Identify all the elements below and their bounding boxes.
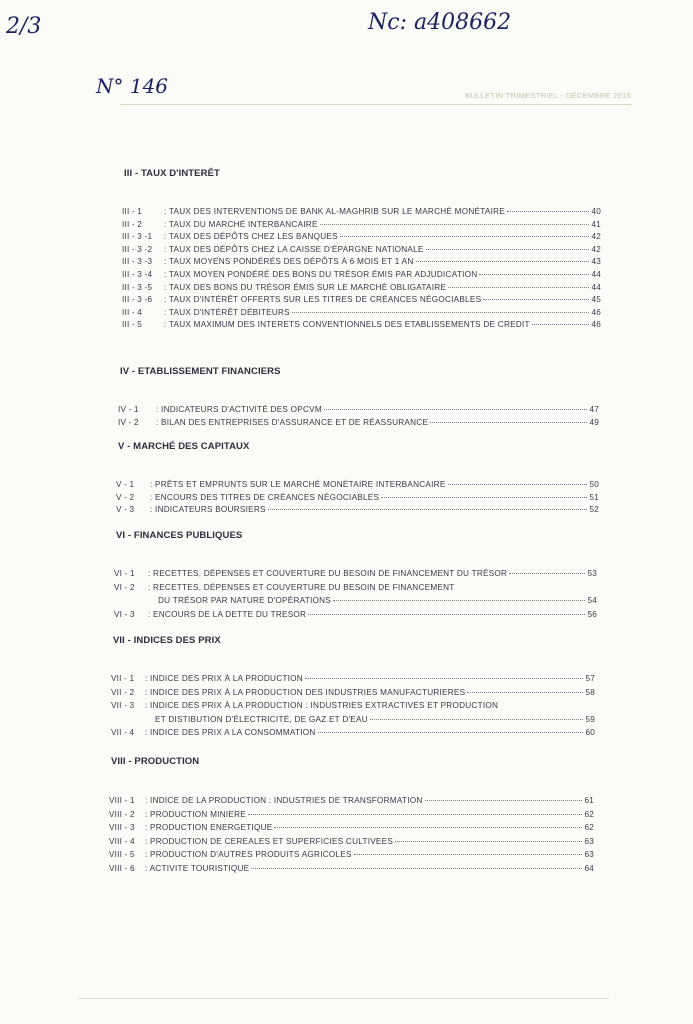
dot-leader: [324, 409, 588, 410]
entry-title: : RECETTES, DÉPENSES ET COUVERTURE DU BESOIN DE FINANCEMENT DU TRÉSOR: [148, 569, 508, 578]
entry-title: : PRODUCTION MINIERE: [145, 810, 246, 819]
dot-leader: [305, 678, 584, 679]
entry-code: III - 3 -2: [122, 245, 153, 254]
toc-entry: [109, 795, 594, 807]
toc-entry: [114, 568, 597, 580]
handwritten-document-number: N° 146: [96, 74, 169, 98]
entry-code: VII - 4: [111, 728, 135, 737]
entry-title: : BILAN DES ENTREPRISES D'ASSURANCE ET DE RÉASSURANCE: [156, 418, 429, 427]
entry-title: : INDICE DES PRIX À LA PRODUCTION: [145, 674, 303, 683]
toc-entry: [122, 294, 601, 306]
entry-title: ET DISTIBUTION D'ÉLECTRICITÉ, DE GAZ ET D'EAU: [155, 715, 368, 724]
entry-page-number: 46: [591, 320, 601, 329]
toc-entry: [122, 282, 601, 294]
entry-title: : INDICE DES PRIX A LA CONSOMMATION: [145, 728, 316, 737]
entry-title: : TAUX MAXIMUM DES INTERETS CONVENTIONNELS DES ETABLISSEMENTS DE CREDIT: [164, 320, 530, 329]
toc-entry: [111, 714, 595, 726]
entry-code: III - 3 -3: [122, 257, 153, 266]
entry-title: : TAUX D'INTÉRÊT OFFERTS SUR LES TITRES DE CRÉANCES NÉGOCIABLES: [164, 295, 482, 304]
dot-leader: [354, 854, 583, 855]
toc-entry: [109, 809, 594, 821]
entry-code: VIII - 3: [109, 823, 135, 832]
toc-entry: [111, 673, 595, 685]
dot-leader: [320, 224, 590, 225]
section-heading: VI - FINANCES PUBLIQUES: [116, 530, 243, 541]
entry-title: DU TRÉSOR PAR NATURE D'OPÉRATIONS: [158, 596, 331, 605]
toc-entry: [122, 269, 601, 281]
entry-page-number: 42: [591, 245, 601, 254]
entry-page-number: 59: [585, 715, 595, 724]
handwritten-page-marker: 2/3: [6, 14, 42, 39]
entry-title: : INDICE DES PRIX À LA PRODUCTION : INDUSTRIES EXTRACTIVES ET PRODUCTION: [145, 701, 499, 710]
section-heading: IV - ETABLISSEMENT FINANCIERS: [120, 366, 281, 377]
entry-title: : ACTIVITE TOURISTIQUE: [145, 864, 250, 873]
entry-code: III - 3 -4: [122, 270, 153, 279]
entry-code: VII - 2: [111, 688, 135, 697]
dot-leader: [274, 827, 582, 828]
entry-code: VI - 1: [114, 569, 135, 578]
entry-page-number: 58: [585, 688, 595, 697]
entry-page-number: 64: [584, 864, 594, 873]
dot-leader: [430, 422, 587, 423]
entry-code: III - 3 -1: [122, 232, 153, 241]
entry-title: : TAUX D'INTÉRÊT DÉBITEURS: [164, 308, 290, 317]
entry-title: : INDICATEURS D'ACTIVITÉ DES OPCVM: [156, 405, 322, 414]
entry-page-number: 42: [591, 232, 601, 241]
entry-title: : ENCOURS DES TITRES DE CRÉANCES NÉGOCIABLES: [150, 493, 380, 502]
toc-entry: [122, 244, 601, 256]
entry-page-number: 46: [591, 308, 601, 317]
toc-entry: [109, 863, 594, 875]
dot-leader: [292, 312, 590, 313]
dot-leader: [268, 509, 588, 510]
toc-entry: [118, 417, 599, 429]
toc-entry: [122, 231, 601, 243]
dot-leader: [248, 814, 583, 815]
entry-code: IV - 2: [118, 418, 139, 427]
entry-title: : RECETTES, DÉPENSES ET COUVERTURE DU BESOIN DE FINANCEMENT: [148, 583, 455, 592]
entry-title: : INDICE DE LA PRODUCTION : INDUSTRIES DE TRANSFORMATION: [145, 796, 423, 805]
entry-page-number: 44: [591, 283, 601, 292]
toc-entry: [122, 219, 601, 231]
toc-entry: [116, 492, 599, 504]
dot-leader: [483, 299, 589, 300]
entry-page-number: 47: [589, 405, 599, 414]
toc-entry: [111, 700, 595, 712]
dot-leader: [251, 868, 582, 869]
entry-title: : ENCOURS DE LA DETTE DU TRESOR: [148, 610, 307, 619]
entry-code: VI - 3: [114, 610, 135, 619]
entry-page-number: 43: [591, 257, 601, 266]
entry-page-number: 60: [585, 728, 595, 737]
entry-title: : PRÊTS ET EMPRUNTS SUR LE MARCHÉ MONÉTAIRE INTERBANCAIRE: [150, 480, 446, 489]
entry-title: : TAUX MOYEN PONDÉRÉ DES BONS DU TRÉSOR ÉMIS PAR ADJUDICATION: [164, 270, 478, 279]
toc-entry: [122, 256, 601, 268]
entry-title: : PRODUCTION ENERGETIQUE: [145, 823, 273, 832]
entry-code: III - 3 -5: [122, 283, 153, 292]
entry-title: : TAUX DU MARCHÉ INTERBANCAIRE: [164, 220, 318, 229]
entry-page-number: 50: [589, 480, 599, 489]
handwritten-nc-code: Nc: a408662: [368, 10, 512, 35]
dot-leader: [370, 719, 584, 720]
entry-title: : TAUX DES INTERVENTIONS DE BANK AL-MAGHRIB SUR LE MARCHÉ MONÉTAIRE: [164, 207, 505, 216]
dot-leader: [532, 324, 590, 325]
entry-code: III - 5: [122, 320, 143, 329]
entry-code: VII - 3: [111, 701, 135, 710]
entry-code: VII - 1: [111, 674, 135, 683]
entry-title: : INDICATEURS BOURSIERS: [150, 505, 266, 514]
toc-entry: [122, 206, 601, 218]
entry-code: III - 3 -6: [122, 295, 153, 304]
entry-code: VIII - 2: [109, 810, 135, 819]
entry-code: III - 1: [122, 207, 143, 216]
entry-page-number: 51: [589, 493, 599, 502]
entry-code: VIII - 1: [109, 796, 135, 805]
entry-page-number: 63: [584, 850, 594, 859]
toc-entry: [122, 307, 601, 319]
dot-leader: [395, 841, 582, 842]
entry-code: V - 2: [116, 493, 135, 502]
section-heading: V - MARCHÉ DES CAPITAUX: [118, 441, 250, 452]
dot-leader: [426, 249, 590, 250]
entry-title: : TAUX MOYENS PONDÉRÉS DES DÉPÔTS À 6 MOIS ET 1 AN: [164, 257, 414, 266]
footer-divider: [78, 998, 609, 999]
entry-title: : PRODUCTION DE CEREALES ET SUPERFICIES CULTIVEES: [145, 837, 394, 846]
entry-code: VIII - 5: [109, 850, 135, 859]
dot-leader: [507, 211, 590, 212]
entry-page-number: 41: [591, 220, 601, 229]
toc-entry: [116, 479, 599, 491]
entry-page-number: 53: [587, 569, 597, 578]
dot-leader: [448, 287, 589, 288]
entry-code: VI - 2: [114, 583, 135, 592]
entry-code: V - 3: [116, 505, 135, 514]
toc-entry: [111, 687, 595, 699]
toc-entry: [116, 504, 599, 516]
entry-page-number: 63: [584, 837, 594, 846]
entry-page-number: 54: [587, 596, 597, 605]
entry-page-number: 49: [589, 418, 599, 427]
toc-entry: [122, 319, 601, 331]
dot-leader: [479, 274, 589, 275]
section-heading: III - TAUX D'INTERÊT: [124, 168, 220, 179]
entry-page-number: 44: [591, 270, 601, 279]
entry-page-number: 45: [591, 295, 601, 304]
toc-entry: [114, 595, 597, 607]
entry-code: III - 4: [122, 308, 143, 317]
entry-page-number: 56: [587, 610, 597, 619]
entry-title: : PRODUCTION D'AUTRES PRODUITS AGRICOLES: [145, 850, 352, 859]
section-heading: VII - INDICES DES PRIX: [113, 635, 221, 646]
entry-page-number: 61: [584, 796, 594, 805]
entry-page-number: 62: [584, 823, 594, 832]
dot-leader: [448, 484, 588, 485]
entry-page-number: 40: [591, 207, 601, 216]
dot-leader: [381, 497, 587, 498]
dot-leader: [509, 573, 585, 574]
dot-leader: [467, 692, 583, 693]
dot-leader: [308, 614, 585, 615]
toc-entry: [114, 582, 597, 594]
dot-leader: [333, 600, 586, 601]
entry-title: : INDICE DES PRIX À LA PRODUCTION DES INDUSTRIES MANUFACTURIERES: [145, 688, 466, 697]
dot-leader: [425, 800, 583, 801]
toc-entry: [109, 822, 594, 834]
entry-page-number: 52: [589, 505, 599, 514]
entry-title: : TAUX DES BONS DU TRÉSOR ÉMIS SUR LE MARCHÉ OBLIGATAIRE: [164, 283, 447, 292]
entry-title: : TAUX DES DÉPÔTS CHEZ LES BANQUES: [164, 232, 338, 241]
toc-entry: [114, 609, 597, 621]
entry-code: VIII - 6: [109, 864, 135, 873]
entry-code: VIII - 4: [109, 837, 135, 846]
entry-page-number: 62: [584, 810, 594, 819]
dot-leader: [318, 732, 584, 733]
dot-leader: [416, 261, 590, 262]
entry-code: III - 2: [122, 220, 143, 229]
entry-title: : TAUX DES DÉPÔTS CHEZ LA CAISSE D'ÉPARGNE NATIONALE: [164, 245, 424, 254]
toc-entry: [111, 727, 595, 739]
toc-entry: [109, 836, 594, 848]
dot-leader: [340, 236, 590, 237]
running-head: BULLETIN TRIMESTRIEL - DÉCEMBRE 2015: [465, 91, 631, 100]
entry-page-number: 57: [585, 674, 595, 683]
entry-code: IV - 1: [118, 405, 139, 414]
toc-entry: [109, 849, 594, 861]
toc-entry: [118, 404, 599, 416]
section-heading: VIII - PRODUCTION: [111, 756, 200, 767]
entry-code: V - 1: [116, 480, 135, 489]
